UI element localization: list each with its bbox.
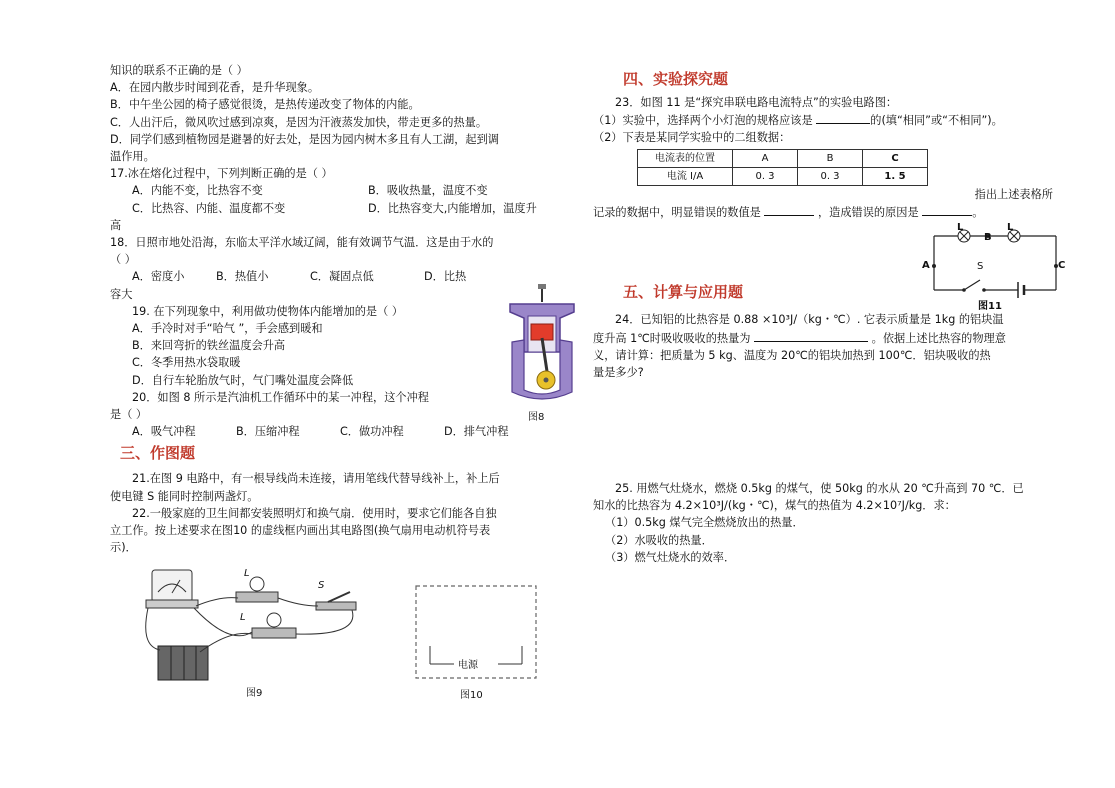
q20-option-d: D．排气冲程 (444, 425, 509, 439)
q25-line2: 知水的比热容为 4.2×10³J/(kg・℃)，煤气的热值为 4.2×10⁷J/kg．求： (593, 499, 956, 513)
figure-11-label-l1: L (957, 222, 964, 233)
q23-part3-blank2[interactable] (922, 203, 972, 216)
table-cell: B (798, 149, 863, 167)
q17-option-a: A．内能不变，比热容不变 (132, 184, 263, 198)
table-row (638, 149, 928, 167)
figure-9-circuit (140, 566, 370, 684)
q23-part2: （2）下表是某同学实验中的二组数据： (593, 131, 791, 145)
table-cell: 电流表的位置 (638, 149, 733, 167)
q23-part3-text2: ，造成错误的原因是 (817, 206, 919, 220)
q24-line4: 量是多少? (593, 366, 644, 380)
q24-blank[interactable] (754, 329, 868, 342)
q23-part3-text: 记录的数据中，明显错误的数值是 (593, 206, 761, 220)
q17-stem: 17.冰在熔化过程中，下列判断正确的是（ ） (110, 167, 333, 181)
figure-11-node-a: A (922, 260, 930, 271)
q20-option-b: B．压缩冲程 (236, 425, 300, 439)
q17-option-c: C．比热容、内能、温度都不变 (132, 201, 286, 215)
figure-8-engine (498, 282, 580, 400)
q22-line1: 22.一般家庭的卫生间都安装照明灯和换气扇．使用时，要求它们能各自独 (132, 506, 497, 520)
q16-option-a: A．在园内散步时闻到花香，是升华现象。 (110, 81, 320, 95)
section-3-title: 三、作图题 (120, 444, 196, 463)
table-cell: 0. 3 (798, 167, 863, 185)
q23-data-table (637, 149, 928, 186)
q23-part3-lead: 指出上述表格所 (974, 188, 1053, 202)
q19-option-a: A．手冷时对手“哈气 ”，手会感到暖和 (132, 322, 323, 336)
q19-option-d: D．自行车轮胎放气时，气门嘴处温度会降低 (132, 373, 354, 387)
q24-line3: 义，请计算：把质量为 5 kg、温度为 20℃的铝块加热到 100℃．铝块吸收的热 (593, 348, 991, 362)
q23-stem: 23．如图 11 是“探究串联电路电流特点”的实验电路图： (615, 96, 898, 109)
q24-line2-text2: 。依据上述比热容的物理意 (871, 331, 1006, 345)
q18-option-c: C．凝固点低 (310, 270, 374, 284)
q18-stem: 18．日照市地处沿海，东临太平洋水域辽阔，能有效调节气温．这是由于水的 (110, 236, 494, 250)
figure-9-label-l2: L (240, 612, 246, 623)
q17-option-b: B．吸收热量，温度不变 (368, 184, 488, 198)
q18-option-a: A．密度小 (132, 270, 185, 284)
figure-11-label-l2: L (1007, 222, 1014, 233)
q24-line1: 24．已知铝的比热容是 0.88 ×10³J/（kg・℃）. 它表示质量是 1kg 的铝块温 (615, 313, 1004, 327)
figure-11-switch-label: S (977, 261, 984, 272)
section-5-title: 五、计算与应用题 (623, 283, 744, 302)
q16-option-d-cont: 温作用。 (110, 150, 155, 164)
q23-part3-end: 。 (972, 206, 984, 220)
q24-line2 (593, 329, 1063, 347)
table-cell: C (863, 149, 928, 167)
q19-stem: 19. 在下列现象中，利用做功使物体内能增加的是（ ） (132, 304, 404, 318)
q20-options (110, 423, 573, 440)
q25-part2: （2）水吸收的热量． (605, 533, 713, 547)
q23-part1-text2: 的(填“相同”或“不相同”)。 (870, 114, 1003, 128)
q22-line3: 示)． (110, 541, 137, 555)
q18-paren: （ ） (110, 253, 136, 267)
section-4-title: 四、实验探究题 (623, 70, 729, 88)
q16-lead: 知识的联系不正确的是（ ） (110, 64, 248, 77)
q25-part1: （1）0.5kg 煤气完全燃烧放出的热量． (605, 516, 804, 530)
table-cell: A (733, 149, 798, 167)
q21-line1: 21.在图 9 电路中，有一根导线尚未连接，请用笔线代替导线补上，补上后 (132, 472, 500, 486)
q23-part1-text: （1）实验中，选择两个小灯泡的规格应该是 (593, 114, 813, 128)
q18-option-b: B．热值小 (216, 270, 269, 284)
figure-10-source-label: 电源 (458, 660, 478, 671)
q23-part1-blank[interactable] (816, 111, 870, 124)
q17-options-row2 (110, 200, 573, 217)
q19-option-b: B．来回弯折的铁丝温度会升高 (132, 339, 286, 353)
q25-part3: （3）燃气灶烧水的效率． (605, 550, 736, 564)
figure-9-label-s: S (318, 580, 325, 591)
q20-stem: 20．如图 8 所示是汽油机工作循环中的某一冲程，这个冲程 (132, 390, 429, 404)
q17-options-row1 (110, 182, 573, 199)
figure-8-caption: 图8 (528, 412, 545, 423)
q20-option-c: C．做功冲程 (340, 425, 404, 439)
q18-option-d: D．比热 (424, 270, 467, 284)
q16-option-b: B．中午坐公园的椅子感觉很烫，是热传递改变了物体的内能。 (110, 98, 420, 112)
q16-option-d: D．同学们感到植物园是避暑的好去处，是因为园内树木多且有人工湖，起到调 (110, 132, 499, 146)
q25-block (593, 480, 1063, 566)
figure-10-caption: 图10 (460, 690, 483, 701)
q20-option-a: A．吸气冲程 (132, 425, 196, 439)
q22-line2: 立工作。按上述要求在图10 的虚线框内画出其电路图(换气扇用电动机符号表 (110, 524, 491, 538)
table-cell: 电流 I/A (638, 167, 733, 185)
q17-option-d-cont: 高 (110, 218, 122, 232)
q20-is: 是（ ） (110, 408, 148, 422)
q18-option-d-cont: 容大 (110, 287, 133, 301)
table-row (638, 167, 928, 185)
figure-11-node-b: B (984, 232, 992, 243)
q23-part3 (593, 203, 1063, 221)
q19-option-c: C．冬季用热水袋取暖 (132, 356, 241, 370)
q21-line2: 使电键 S 能同时控制两盏灯。 (110, 489, 259, 503)
q24-line2-text: 度升高 1℃时吸收吸收的热量为 (593, 331, 751, 345)
q16-option-c: C．人出汗后，微风吹过感到凉爽，是因为汗液蒸发加快，带走更多的热量。 (110, 115, 488, 129)
figure-9-label-l1: L (244, 568, 250, 579)
q23-part1 (593, 111, 1063, 129)
q17-option-d: D．比热容变大,内能增加，温度升 (368, 201, 537, 215)
q23-part3-blank1[interactable] (764, 203, 814, 216)
table-cell: 0. 3 (733, 167, 798, 185)
figure-11-caption: 图11 (978, 301, 1002, 312)
table-cell: 1. 5 (863, 167, 928, 185)
figure-9-caption: 图9 (246, 688, 263, 699)
q25-line1: 25. 用燃气灶烧水，燃烧 0.5kg 的煤气，使 50kg 的水从 20 ℃升高到 70 ℃．已 (615, 482, 1024, 495)
figure-11-node-c: C (1058, 260, 1066, 271)
